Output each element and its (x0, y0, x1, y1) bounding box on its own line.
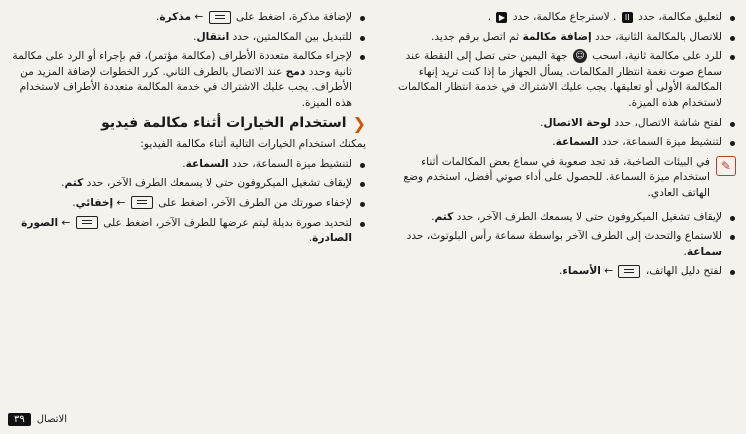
list-item: لتنشيط ميزة السماعة، حدد السماعة. (388, 135, 736, 151)
list-item: لإجراء مكالمة متعددة الأطراف (مكالمة مؤتمر)، قم بإجراء أو الرد على مكالمة ثانية وحدد دمج عند الاتصال بالطرف الثاني. كرر الخطوات لإضافة المزيد من الأطراف. يجب عليك الاشتراك في خدمة المكالمة متعددة الأطراف لاستخدام هذه الميزة. (12, 49, 366, 111)
pause-icon: II (622, 12, 633, 23)
list-item: للتبديل بين المكالمتين، حدد انتقال. (12, 30, 366, 46)
play-icon: ▶ (496, 12, 507, 23)
list-item: لتحديد صورة بديلة ليتم عرضها للطرف الآخر، اضغط على ← الصورة الصادرة. (12, 216, 366, 247)
bullet-icon (730, 16, 735, 21)
left-column (12, 10, 366, 251)
chevron-icon: ❮ (352, 113, 366, 133)
people-icon: ☺ (573, 49, 587, 63)
bullet-icon (730, 141, 735, 146)
list-item: لفتح شاشة الاتصال، حدد لوحة الاتصال. (388, 116, 736, 132)
list-item: لتعليق مكالمة، حدد II . لاسترجاع مكالمة، حدد ▶ . (388, 10, 736, 26)
page-footer (8, 413, 67, 426)
bullet-icon (360, 36, 365, 41)
bullet-icon (730, 235, 735, 240)
list-item: لإخفاء صورتك من الطرف الآخر، اضغط على ← إخفائي. (12, 196, 366, 212)
bullet-icon (360, 16, 365, 21)
list-item: لإضافة مذكرة، اضغط على ← مذكرة. (12, 10, 366, 26)
menu-key-icon (618, 265, 640, 278)
bullet-icon (360, 163, 365, 168)
note: ✎ في البيئات الصاخبة، قد تجد صعوبة في سماع بعض المكالمات أثناء استخدام ميزة السماعة. للحصول على أداء صوتي أفضل، استخدم وضع الهاتف العادي. (388, 155, 736, 202)
bullet-icon (730, 216, 735, 221)
list-item: للاستماع والتحدث إلى الطرف الآخر بواسطة سماعة رأس البلوتوث، حدد سماعة. (388, 229, 736, 260)
page-number: ٣٩ (8, 413, 31, 426)
bullet-icon (360, 55, 365, 60)
bullet-icon (360, 182, 365, 187)
list-item: لإيقاف تشغيل الميكروفون حتى لا يسمعك الطرف الآخر، حدد كتم. (388, 210, 736, 226)
bullet-icon (360, 202, 365, 207)
note-pen-icon: ✎ (716, 156, 736, 176)
menu-key-icon (76, 216, 98, 229)
right-column (388, 10, 736, 284)
menu-key-icon (131, 196, 153, 209)
list-item: للرد على مكالمة ثانية، اسحب ☺ جهة اليمين حتى تصل إلى النقطة عند سماع صوت نغمة انتظار المكالمات. يسأل الجهاز ما إذا كنت تريد إنهاء المكالمة الأولى أو تعليقها. يجب عليك الاشتراك في خدمة انتظار المكالمات لاستخدام هذه الميزة. (388, 49, 736, 111)
footer-label: الاتصال (36, 414, 67, 425)
list-item: لفتح دليل الهاتف، ← الأسماء. (388, 264, 736, 280)
bullet-icon (730, 36, 735, 41)
bullet-icon (730, 122, 735, 127)
bullet-icon (360, 222, 365, 227)
menu-key-icon (209, 11, 231, 24)
section-intro: يمكنك استخدام الخيارات التالية أثناء مكالمة الفيديو: (140, 138, 366, 151)
list-item: لإيقاف تشغيل الميكروفون حتى لا يسمعك الطرف الآخر، حدد كتم. (12, 176, 366, 192)
section-title: ❮ استخدام الخيارات أثناء مكالمة فيديو (101, 113, 366, 133)
bullet-icon (730, 55, 735, 60)
bullet-icon (730, 270, 735, 275)
list-item: لتنشيط ميزة السماعة، حدد السماعة. (12, 157, 366, 173)
list-item: للاتصال بالمكالمة الثانية، حدد إضافة مكالمة ثم اتصل برقم جديد. (388, 30, 736, 46)
